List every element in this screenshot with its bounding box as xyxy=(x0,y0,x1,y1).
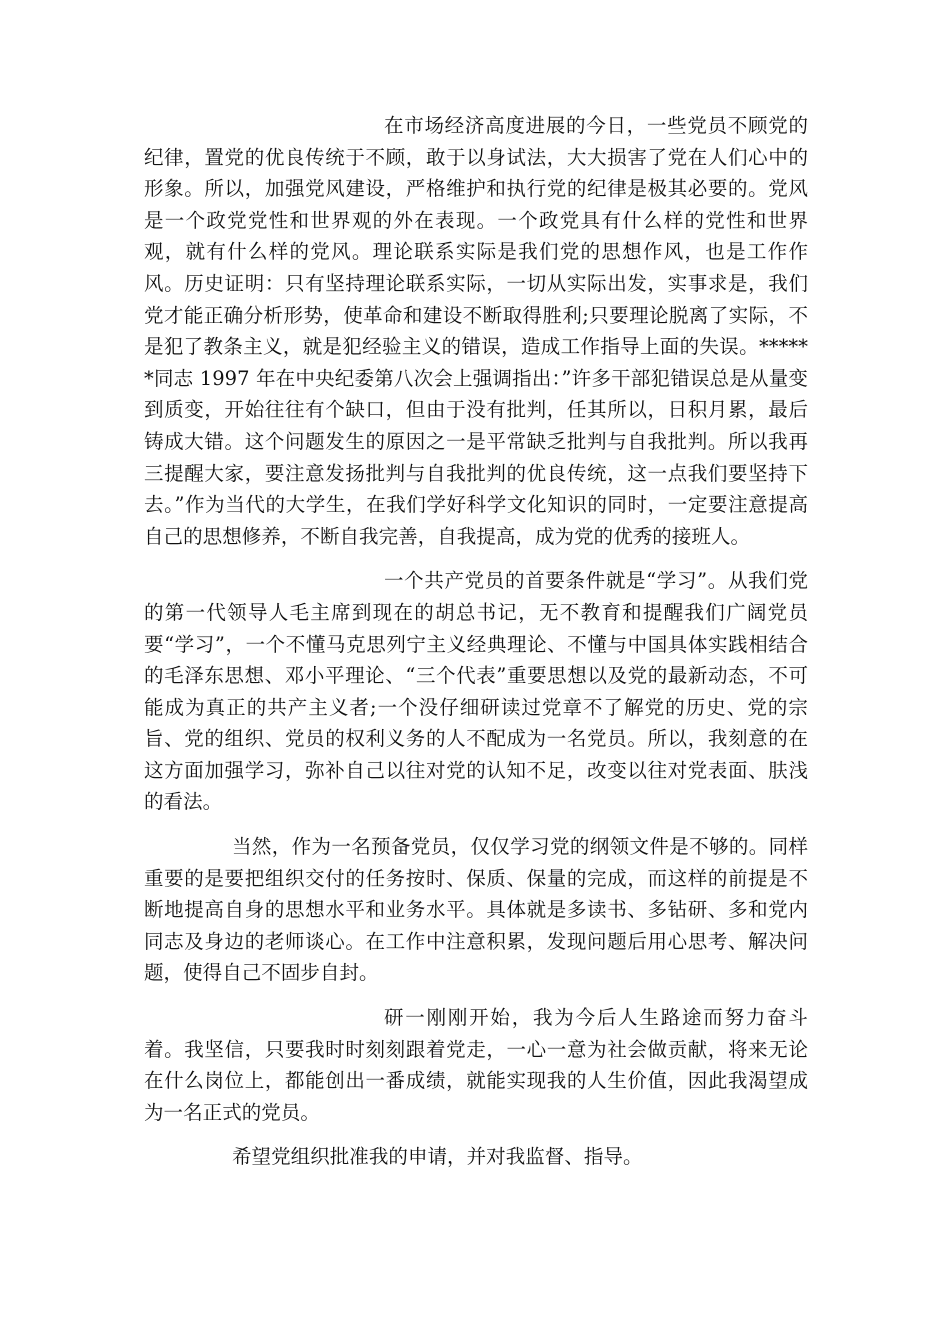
paragraph-party-discipline: 在市场经济高度进展的今日，一些党员不顾党的纪律，置党的优良传统于不顾，敢于以身试法，大大损害了党在人们心中的形象。所以，加强党风建设，严格维护和执行党的纪律是极其必要的。党风是一个政党党性和世界观的外在表现。一个政党具有什么样的党性和世界观，就有什么样的党风。理论联系实际是我们党的思想作风，也是工作作风。历史证明：只有坚持理论联系实际，一切从实际出发，实事求是，我们党才能正确分析形势，使革命和建设不断取得胜利;只要理论脱离了实际，不是犯了教条主义，就是犯经验主义的错误，造成工作指导上面的失误。******同志 1997 年在中央纪委第八次会上强调指出：”许多干部犯错误总是从量变到质变，开始往往有个缺口，但由于没有批判，任其所以，日积月累，最后铸成大错。这个问题发生的原因之一是平常缺乏批判与自我批判。所以我再三提醒大家，要注意发扬批判与自我批判的优良传统，这一点我们要坚持下去。”作为当代的大学生，在我们学好科学文化知识的同时，一定要注意提高自己的思想修养，不断自我完善，自我提高，成为党的优秀的接班人。 xyxy=(144,114,808,548)
paragraph-closing-request: 希望党组织批准我的申请，并对我监督、指导。 xyxy=(232,1145,643,1169)
paragraph-probationary-member: 当然，作为一名预备党员，仅仅学习党的纲领文件是不够的。同样重要的是要把组织交付的任务按时、保质、保量的完成，而这样的前提是不断地提高自身的思想水平和业务水平。具体就是多读书、多钻研、多和党内同志及身边的老师谈心。在工作中注意积累，发现问题后用心思考、解决问题，使得自己不固步自封。 xyxy=(144,835,808,985)
document-body xyxy=(144,110,808,1173)
paragraph-graduate-study: 研一刚刚开始，我为今后人生路途而努力奋斗着。我坚信，只要我时时刻刻跟着党走，一心一意为社会做贡献，将来无论在什么岗位上，都能创出一番成绩，就能实现我的人生价值，因此我渴望成为一名正式的党员。 xyxy=(144,1006,808,1124)
paragraph-study: 一个共产党员的首要条件就是“学习”。从我们党的第一代领导人毛主席到现在的胡总书记，无不教育和提醒我们广阔党员要“学习”，一个不懂马克思列宁主义经典理论、不懂与中国具体实践相结合的毛泽东思想、邓小平理论、“三个代表”重要思想以及党的最新动态，不可能成为真正的共产主义者;一个没仔细研读过党章不了解党的历史、党的宗旨、党的组织、党员的权利义务的人不配成为一名党员。所以，我刻意的在这方面加强学习，弥补自己以往对党的认知不足，改变以往对党表面、肤浅的看法。 xyxy=(144,569,808,814)
